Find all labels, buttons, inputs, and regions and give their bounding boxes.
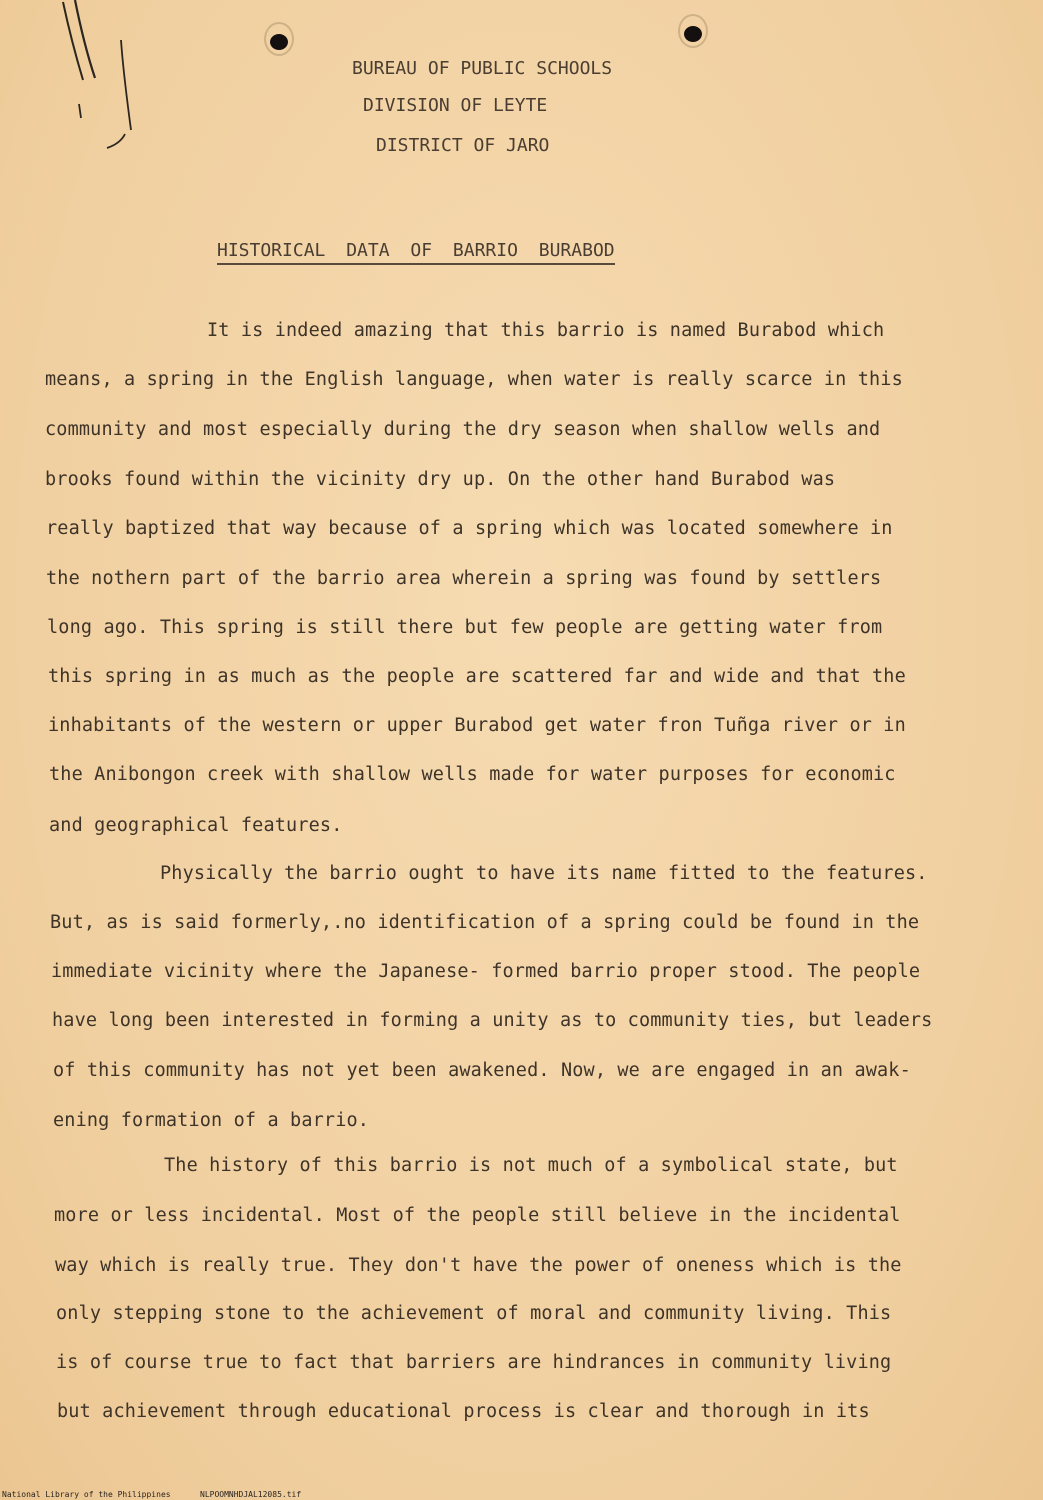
text-line: have long been interested in forming a unity as to community ties, but leaders	[52, 1010, 933, 1031]
text-line: The history of this barrio is not much of a symbolical state, but	[164, 1155, 898, 1176]
text-line: long ago. This spring is still there but few people are getting water from	[47, 617, 883, 638]
handwritten-mark	[55, 0, 145, 160]
text-line: the Anibongon creek with shallow wells made for water purposes for economic	[49, 764, 896, 785]
text-line: is of course true to fact that barriers are hindrances in community living	[56, 1352, 892, 1373]
text-line: this spring in as much as the people are scattered far and wide and that the	[48, 666, 906, 687]
text-line: way which is really true. They don't have the power of oneness which is the	[55, 1255, 902, 1276]
punch-hole-left	[264, 22, 294, 56]
text-line: ening formation of a barrio.	[53, 1110, 370, 1131]
text-line: only stepping stone to the achievement of moral and community living. This	[56, 1303, 892, 1324]
text-line: community and most especially during the dry season when shallow wells and	[45, 419, 881, 440]
text-line: more or less incidental. Most of the people still believe in the incidental	[54, 1205, 901, 1226]
text-line: the nothern part of the barrio area wherein a spring was found by settlers	[46, 568, 882, 589]
footer-institution: National Library of the Philippines	[2, 1490, 171, 1499]
header-division: DIVISION OF LEYTE	[363, 95, 548, 116]
footer-file-id: NLPOOMNHDJAL12085.tif	[200, 1490, 302, 1499]
text-line: inhabitants of the western or upper Burabod get water fron Tuñga river or in	[48, 715, 906, 736]
text-line: means, a spring in the English language, when water is really scarce in this	[45, 369, 903, 390]
document-title: HISTORICAL DATA OF BARRIO BURABOD	[217, 240, 615, 265]
text-line: but achievement through educational process is clear and thorough in its	[57, 1401, 870, 1422]
text-line: really baptized that way because of a spring which was located somewhere in	[46, 518, 893, 539]
header-bureau: BUREAU OF PUBLIC SCHOOLS	[352, 58, 613, 79]
header-district: DISTRICT OF JARO	[376, 135, 550, 156]
text-line: It is indeed amazing that this barrio is named Burabod which	[207, 320, 885, 341]
text-line: and geographical features.	[49, 815, 343, 836]
text-line: immediate vicinity where the Japanese- formed barrio proper stood. The people	[51, 961, 921, 982]
text-line: Physically the barrio ought to have its name fitted to the features.	[160, 863, 928, 884]
text-line: of this community has not yet been awakened. Now, we are engaged in an awak-	[53, 1060, 911, 1081]
text-line: brooks found within the vicinity dry up. On the other hand Burabod was	[45, 469, 836, 490]
text-line: But, as is said formerly,.no identification of a spring could be found in the	[50, 912, 920, 933]
punch-hole-right	[678, 14, 708, 48]
